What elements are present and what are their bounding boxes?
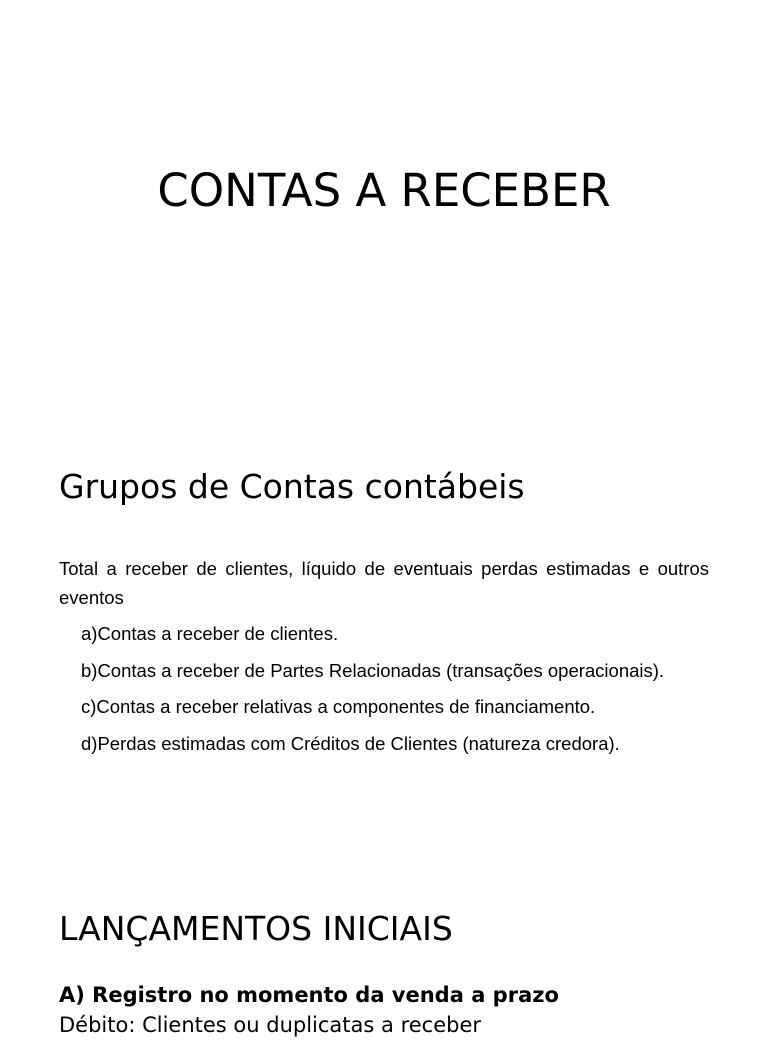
page-title: CONTAS A RECEBER (157, 164, 611, 217)
section-heading-groups: Grupos de Contas contábeis (59, 467, 525, 506)
list-item: b)Contas a receber de Partes Relacionadas (transações operacionais). (81, 659, 665, 681)
groups-intro-paragraph: Total a receber de clientes, líquido de eventuais perdas estimadas e outros eventos (59, 558, 709, 608)
entry-subheading: A) Registro no momento da venda a prazo (59, 983, 559, 1007)
list-item: a)Contas a receber de clientes. (81, 623, 339, 644)
account-group-list (81, 620, 664, 767)
list-item: d)Perdas estimadas com Créditos de Clientes (natureza credora). (81, 733, 620, 755)
entry-debit-line: Débito: Clientes ou duplicatas a receber (59, 1013, 482, 1037)
list-item: c)Contas a receber relativas a componentes de financiamento. (81, 696, 596, 718)
section-heading-entries: LANÇAMENTOS INICIAIS (59, 909, 453, 948)
